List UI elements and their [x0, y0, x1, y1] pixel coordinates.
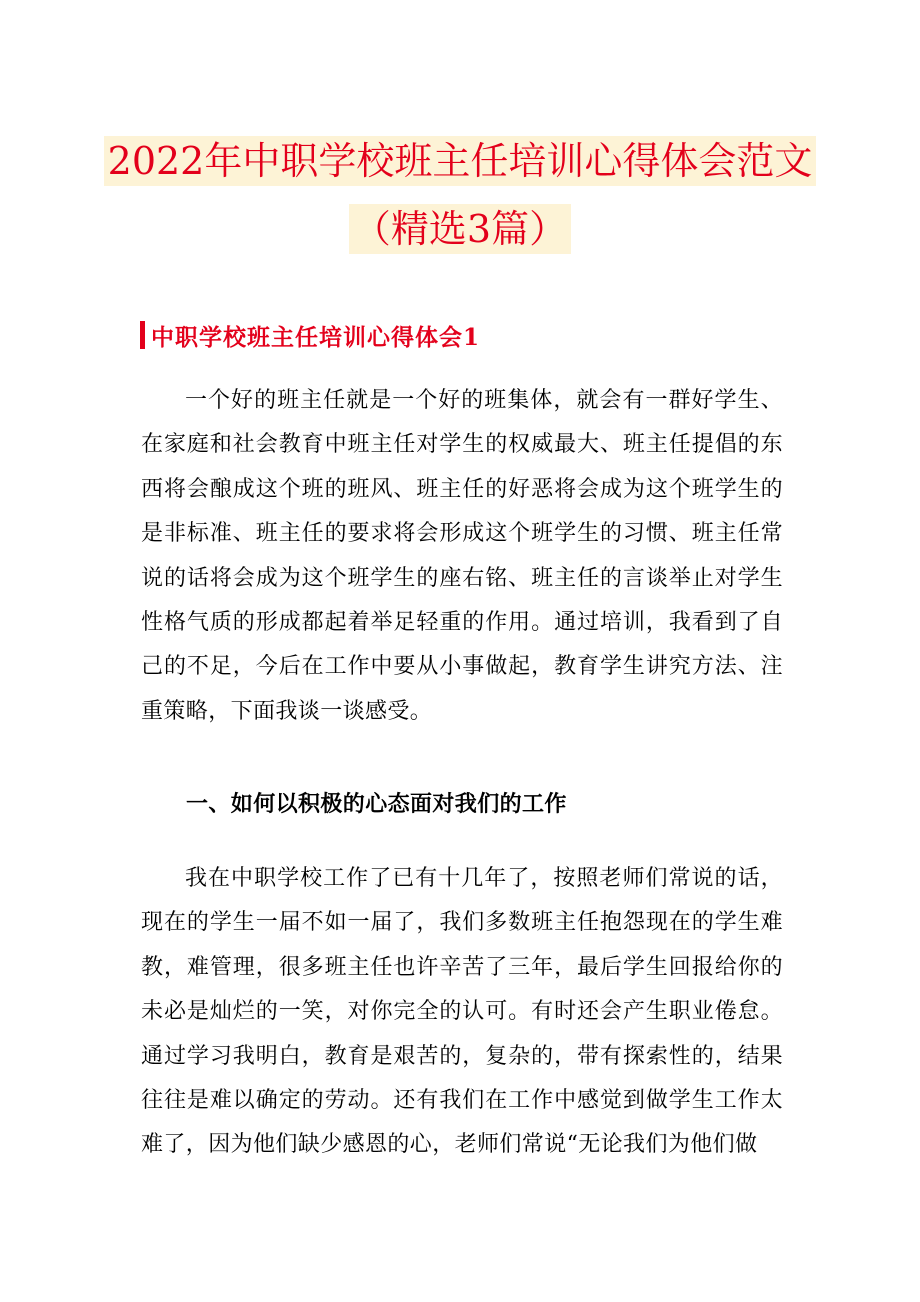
title-text-2: （精选3篇）: [349, 204, 571, 254]
body-paragraph-1: 一个好的班主任就是一个好的班集体，就会有一群好学生、在家庭和社会教育中班主任对学生的权威最大、班主任提倡的东西将会酿成这个班的班风、班主任的好恶将会成为这个班学生的是非标准、班主任的要求将会形成这个班学生的习惯、班主任常说的话将会成为这个班学生的座右铭、班主任的言谈举止对学生性格气质的形成都起着举足轻重的作用。通过培训，我看到了自己的不足，今后在工作中要从小事做起，教育学生讲究方法、注重策略，下面我谈一谈感受。: [141, 388, 783, 724]
section-heading: [140, 318, 480, 352]
document-title-line-2: [0, 204, 920, 254]
body-paragraph-2: 我在中职学校工作了已有十几年了，按照老师们常说的话，现在的学生一届不如一届了，我们多数班主任抱怨现在的学生难教，难管理，很多班主任也许辛苦了三年，最后学生回报给你的未必是灿烂的一笑，对你完全的认可。有时还会产生职业倦怠。通过学习我明白，教育是艰苦的，复杂的，带有探索性的，结果往往是难以确定的劳动。还有我们在工作中感觉到做学生工作太难了，因为他们缺少感恩的心，老师们常说“无论我们为他们做: [141, 866, 783, 1158]
document-title-line-1: [0, 136, 920, 186]
sub-heading-1: 一、如何以积极的心态面对我们的工作: [186, 791, 567, 817]
heading-marker-bar: [140, 321, 145, 349]
section-heading-text: 中职学校班主任培训心得体会1: [151, 323, 481, 351]
title-text-1: 2022年中职学校班主任培训心得体会范文: [104, 136, 817, 186]
